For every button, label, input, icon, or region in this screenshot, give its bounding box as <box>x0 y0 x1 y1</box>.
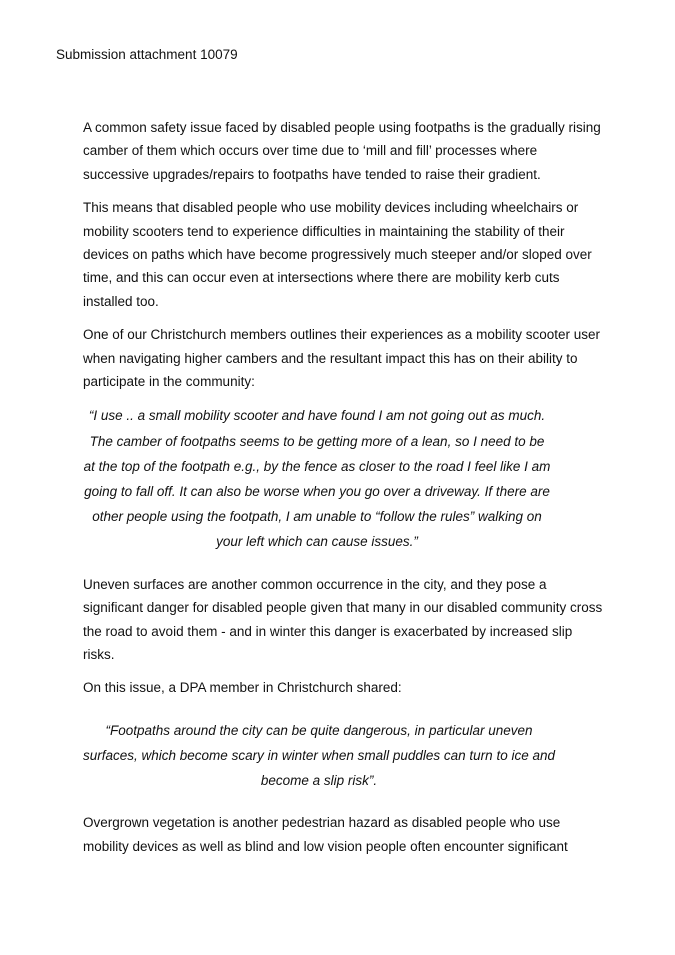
paragraph-overgrown-vegetation: Overgrown vegetation is another pedestrian hazard as disabled people who use mobility devices as well as blind and low vision people often encounter significant <box>83 815 568 854</box>
paragraph-dpa-member-intro: On this issue, a DPA member in Christchurch shared: <box>83 680 402 696</box>
document-body <box>83 116 603 868</box>
document-header: Submission attachment 10079 <box>56 47 238 62</box>
paragraph-mobility-devices: This means that disabled people who use mobility devices including wheelchairs or mobility scooters tend to experience difficulties in maintaining the stability of their devices on paths which have become progressively much steeper and/or sloped over time, and this can occur even at intersections where there are mobility kerb cuts installed too. <box>83 200 592 309</box>
paragraph-camber-issue: A common safety issue faced by disabled people using footpaths is the gradually rising camber of them which occurs over time due to ‘mill and fill’ processes where successive upgrades/repairs to footpaths have tended to raise their gradient. <box>83 120 601 182</box>
paragraph-uneven-surfaces: Uneven surfaces are another common occurrence in the city, and they pose a significant danger for disabled people given that many in our disabled community cross the road to avoid them - and in winter this danger is exacerbated by increased slip risks. <box>83 576 603 662</box>
paragraph-member-experience-intro: One of our Christchurch members outlines their experiences as a mobility scooter user when navigating higher cambers and the resultant impact this has on their ability to participate in the community: <box>83 327 600 390</box>
quote-mobility-scooter-user: “I use .. a small mobility scooter and have found I am not going out as much. The camber of footpaths seems to be getting more of a lean, so I need to be at the top of the footpath e.g., by the fence as closer to the road I feel like I am going to fall off. It can also be worse when you go over a driveway. If there are other people using the footpath, I am unable to “follow the rules” walking on your left which can cause issues.” <box>83 408 551 550</box>
quote-dpa-member: “Footpaths around the city can be quite dangerous, in particular uneven surfaces, which become scary in winter when small puddles can turn to ice and become a slip risk”. <box>83 722 555 789</box>
